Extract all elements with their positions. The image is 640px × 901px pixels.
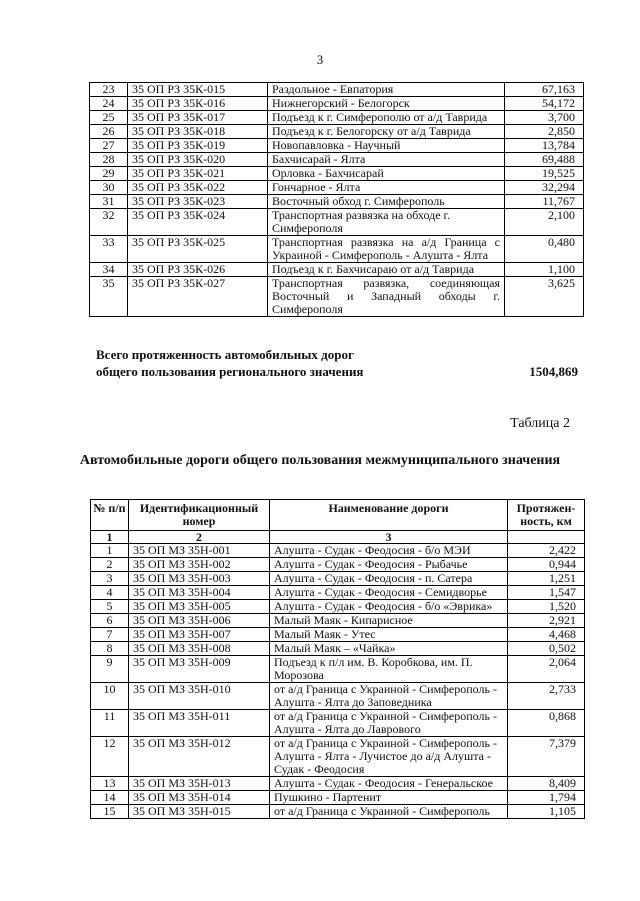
road-id: 35 ОП МЗ 35Н-006	[129, 614, 270, 628]
row-number: 6	[91, 614, 129, 628]
road-name: Подъезд к г. Бахчисараю от а/д Таврида	[268, 263, 505, 277]
row-number: 29	[90, 167, 128, 181]
column-number-row	[91, 531, 585, 544]
road-id: 35 ОП РЗ 35К-027	[128, 277, 268, 317]
table-row	[91, 777, 585, 791]
table-row	[91, 656, 585, 683]
road-length: 2,733	[508, 683, 585, 710]
table-row	[90, 263, 584, 277]
row-number: 12	[91, 737, 129, 777]
road-id: 35 ОП РЗ 35К-026	[128, 263, 268, 277]
table-row	[90, 97, 584, 111]
road-length: 7,379	[508, 737, 585, 777]
table-row	[91, 683, 585, 710]
total-length	[96, 346, 582, 380]
table-row	[90, 236, 584, 263]
road-name: от а/д Граница с Украиной - Симферополь - Алушта - Ялта до Лаврового	[270, 710, 508, 737]
road-length: 2,064	[508, 656, 585, 683]
table-header-row	[91, 500, 585, 531]
row-number: 13	[91, 777, 129, 791]
road-id: 35 ОП МЗ 35Н-002	[129, 558, 270, 572]
road-name: Малый Маяк – «Чайка»	[270, 642, 508, 656]
road-length: 2,850	[505, 125, 584, 139]
road-length: 2,422	[508, 544, 585, 558]
road-length: 1,547	[508, 586, 585, 600]
row-number: 26	[90, 125, 128, 139]
table-row	[91, 614, 585, 628]
road-name: Транспортная развязка на а/д Граница с Украиной - Симферополь - Алушта - Ялта	[268, 236, 505, 263]
road-name: Раздольное - Евпатория	[268, 83, 505, 97]
row-number: 32	[90, 209, 128, 236]
road-id: 35 ОП РЗ 35К-022	[128, 181, 268, 195]
road-id: 35 ОП РЗ 35К-021	[128, 167, 268, 181]
row-number: 24	[90, 97, 128, 111]
row-number: 5	[91, 600, 129, 614]
road-id: 35 ОП РЗ 35К-025	[128, 236, 268, 263]
road-id: 35 ОП РЗ 35К-023	[128, 195, 268, 209]
road-name: Пушкино - Партенит	[270, 791, 508, 805]
road-name: Новопавловка - Научный	[268, 139, 505, 153]
road-name: от а/д Граница с Украиной - Симферополь - Алушта - Ялта до Заповедника	[270, 683, 508, 710]
column-number: 3	[270, 531, 508, 544]
road-length: 11,767	[505, 195, 584, 209]
road-id: 35 ОП МЗ 35Н-009	[129, 656, 270, 683]
road-name: Бахчисарай - Ялта	[268, 153, 505, 167]
road-name: Нижнегорский - Белогорск	[268, 97, 505, 111]
road-length: 0,944	[508, 558, 585, 572]
road-name: от а/д Граница с Украиной - Симферополь	[270, 805, 508, 819]
road-id: 35 ОП РЗ 35К-015	[128, 83, 268, 97]
road-id: 35 ОП РЗ 35К-024	[128, 209, 268, 236]
road-length: 8,409	[508, 777, 585, 791]
road-length: 13,784	[505, 139, 584, 153]
row-number: 4	[91, 586, 129, 600]
road-name: Алушта - Судак - Феодосия - п. Сатера	[270, 572, 508, 586]
road-id: 35 ОП МЗ 35Н-014	[129, 791, 270, 805]
table-row	[91, 805, 585, 819]
intermunicipal-roads-table	[90, 499, 585, 819]
road-id: 35 ОП МЗ 35Н-015	[129, 805, 270, 819]
road-length: 54,172	[505, 97, 584, 111]
row-number: 33	[90, 236, 128, 263]
road-name: Подъезд к п/л им. В. Коробкова, им. П. Морозова	[270, 656, 508, 683]
column-number	[508, 531, 585, 544]
road-id: 35 ОП МЗ 35Н-005	[129, 600, 270, 614]
road-length: 3,700	[505, 111, 584, 125]
table-row	[91, 791, 585, 805]
table-row	[90, 139, 584, 153]
column-number: 1	[91, 531, 129, 544]
road-length: 0,502	[508, 642, 585, 656]
row-number: 34	[90, 263, 128, 277]
road-length: 1,105	[508, 805, 585, 819]
road-id: 35 ОП МЗ 35Н-012	[129, 737, 270, 777]
road-id: 35 ОП РЗ 35К-018	[128, 125, 268, 139]
row-number: 35	[90, 277, 128, 317]
road-name: Алушта - Судак - Феодосия - б/о МЭИ	[270, 544, 508, 558]
road-length: 19,525	[505, 167, 584, 181]
total-label: Всего протяженность автомобильных дорог общего пользования регионального значения	[96, 347, 364, 379]
table-label: Таблица 2	[510, 416, 570, 431]
row-number: 8	[91, 642, 129, 656]
row-number: 15	[91, 805, 129, 819]
road-id: 35 ОП МЗ 35Н-010	[129, 683, 270, 710]
table-row	[90, 181, 584, 195]
table-row	[91, 544, 585, 558]
road-length: 0,868	[508, 710, 585, 737]
road-id: 35 ОП МЗ 35Н-011	[129, 710, 270, 737]
road-length: 1,251	[508, 572, 585, 586]
road-name: Транспортная развязка, соединяющая Восточный и Западный обходы г. Симферополя	[268, 277, 505, 317]
road-name: от а/д Граница с Украиной - Симферополь - Алушта - Ялта - Лучистое до а/д Алушта - Судак - Феодосия	[270, 737, 508, 777]
road-name: Подъезд к г. Белогорску от а/д Таврида	[268, 125, 505, 139]
road-length: 2,921	[508, 614, 585, 628]
table-row	[91, 737, 585, 777]
column-number: 2	[129, 531, 270, 544]
road-length: 3,625	[505, 277, 584, 317]
road-id: 35 ОП РЗ 35К-020	[128, 153, 268, 167]
road-name: Алушта - Судак - Феодосия - б/о «Эврика»	[270, 600, 508, 614]
header-length: Протяжен-ность, км	[508, 500, 585, 531]
road-id: 35 ОП МЗ 35Н-007	[129, 628, 270, 642]
table-row	[91, 572, 585, 586]
table-row	[91, 710, 585, 737]
table-row	[90, 153, 584, 167]
road-length: 0,480	[505, 236, 584, 263]
table-row	[91, 600, 585, 614]
table-row	[91, 628, 585, 642]
row-number: 14	[91, 791, 129, 805]
road-name: Подъезд к г. Симферополю от а/д Таврида	[268, 111, 505, 125]
row-number: 7	[91, 628, 129, 642]
row-number: 3	[91, 572, 129, 586]
table-title: Автомобильные дороги общего пользования межмуниципального значения	[79, 453, 561, 468]
road-name: Восточный обход г. Симферополь	[268, 195, 505, 209]
road-length: 1,520	[508, 600, 585, 614]
road-length: 32,294	[505, 181, 584, 195]
header-num: № п/п	[91, 500, 129, 531]
road-name: Транспортная развязка на обходе г. Симферополя	[268, 209, 505, 236]
road-name: Орловка - Бахчисарай	[268, 167, 505, 181]
table-row	[90, 167, 584, 181]
road-length: 2,100	[505, 209, 584, 236]
road-length: 4,468	[508, 628, 585, 642]
table-row	[90, 111, 584, 125]
table-row	[90, 209, 584, 236]
road-id: 35 ОП МЗ 35Н-013	[129, 777, 270, 791]
row-number: 31	[90, 195, 128, 209]
road-name: Малый Маяк - Кипарисное	[270, 614, 508, 628]
road-id: 35 ОП МЗ 35Н-003	[129, 572, 270, 586]
road-id: 35 ОП РЗ 35К-016	[128, 97, 268, 111]
regional-roads-table	[89, 82, 584, 317]
road-length: 69,488	[505, 153, 584, 167]
table-row	[91, 558, 585, 572]
road-id: 35 ОП МЗ 35Н-004	[129, 586, 270, 600]
total-value: 1504,869	[529, 364, 578, 379]
header-name: Наименование дороги	[270, 500, 508, 531]
table-row	[90, 277, 584, 317]
road-length: 1,794	[508, 791, 585, 805]
road-name: Гончарное - Ялта	[268, 181, 505, 195]
row-number: 30	[90, 181, 128, 195]
row-number: 25	[90, 111, 128, 125]
road-name: Алушта - Судак - Феодосия - Рыбачье	[270, 558, 508, 572]
row-number: 28	[90, 153, 128, 167]
road-length: 1,100	[505, 263, 584, 277]
table-row	[90, 83, 584, 97]
row-number: 23	[90, 83, 128, 97]
page-number: 3	[316, 52, 324, 67]
road-id: 35 ОП РЗ 35К-019	[128, 139, 268, 153]
row-number: 2	[91, 558, 129, 572]
road-id: 35 ОП МЗ 35Н-008	[129, 642, 270, 656]
table-row	[90, 125, 584, 139]
road-length: 67,163	[505, 83, 584, 97]
road-name: Алушта - Судак - Феодосия - Генеральское	[270, 777, 508, 791]
header-id: Идентификационный номер	[129, 500, 270, 531]
row-number: 1	[91, 544, 129, 558]
table-row	[90, 195, 584, 209]
row-number: 9	[91, 656, 129, 683]
row-number: 10	[91, 683, 129, 710]
row-number: 27	[90, 139, 128, 153]
road-id: 35 ОП МЗ 35Н-001	[129, 544, 270, 558]
road-name: Малый Маяк - Утес	[270, 628, 508, 642]
road-name: Алушта - Судак - Феодосия - Семидворье	[270, 586, 508, 600]
table-row	[91, 642, 585, 656]
table-row	[91, 586, 585, 600]
road-id: 35 ОП РЗ 35К-017	[128, 111, 268, 125]
row-number: 11	[91, 710, 129, 737]
